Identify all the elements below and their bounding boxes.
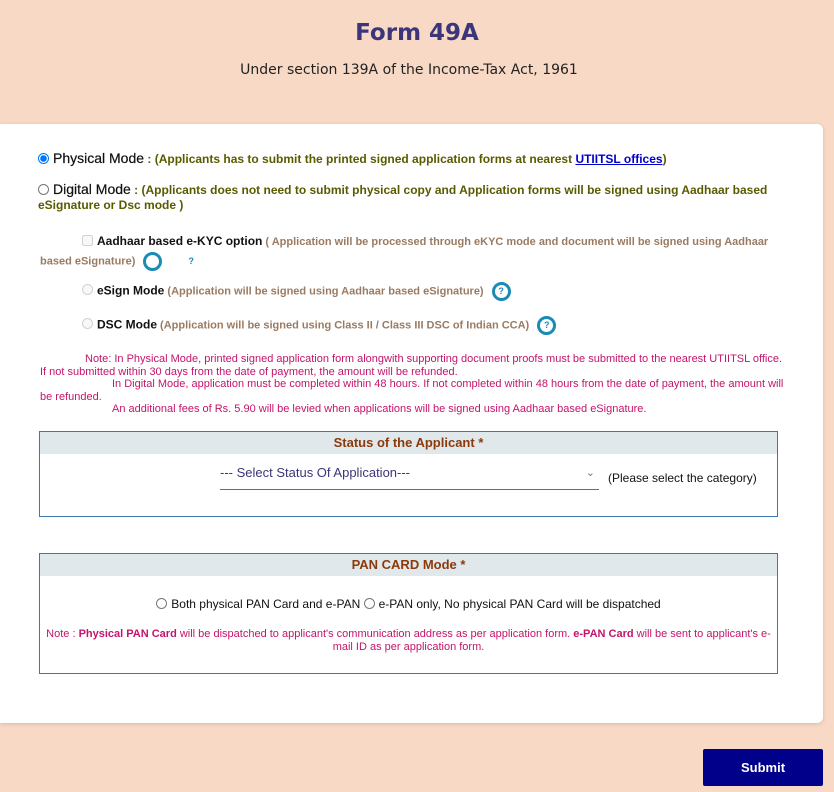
ekyc-checkbox[interactable] bbox=[82, 235, 93, 246]
digital-mode-desc: : (Applicants does not need to submit physical copy and Application forms will be signed using Aadhaar based eSignature or Dsc mode ) bbox=[38, 183, 768, 212]
physical-mode-radio[interactable] bbox=[38, 153, 49, 164]
pan-epan-label: e-PAN only, No physical PAN Card will be dispatched bbox=[378, 597, 661, 611]
chevron-down-icon: ⌄ bbox=[585, 467, 595, 479]
digital-mode-option[interactable] bbox=[38, 182, 798, 213]
pan-both-radio[interactable] bbox=[156, 598, 167, 609]
utiitsl-offices-link[interactable]: UTIITSL offices bbox=[575, 152, 663, 166]
note-fees: An additional fees of Rs. 5.90 will be levied when applications will be signed using Aadhaar based eSignature. bbox=[112, 403, 647, 415]
esign-desc: (Application will be signed using Aadhaar based eSignature) bbox=[164, 285, 484, 298]
digital-mode-radio[interactable] bbox=[38, 184, 49, 195]
note-physical: Note: In Physical Mode, printed signed application form alongwith supporting document proofs must be submitted to the nearest UTIITSL office. If not submitted within 30 days from the date of payment, the amount will be refunded. bbox=[40, 353, 783, 378]
note-prefix: Note : bbox=[46, 628, 79, 640]
status-select[interactable] bbox=[220, 462, 599, 490]
ekyc-label: Aadhaar based e-KYC option bbox=[97, 234, 263, 248]
dsc-option[interactable] bbox=[82, 316, 556, 335]
pan-epan-radio[interactable] bbox=[364, 598, 375, 609]
help-icon[interactable]: ? bbox=[143, 252, 162, 271]
esign-radio[interactable] bbox=[82, 284, 93, 295]
page-title: Form 49A bbox=[355, 20, 479, 46]
status-heading: Status of the Applicant * bbox=[40, 432, 777, 454]
status-select-value: --- Select Status Of Application--- bbox=[220, 465, 411, 480]
ekyc-option[interactable] bbox=[40, 232, 800, 271]
pan-both-label: Both physical PAN Card and e-PAN bbox=[171, 597, 361, 611]
dsc-label: DSC Mode bbox=[97, 317, 157, 332]
note-mid: will be dispatched to applicant's communication address as per application form. bbox=[176, 628, 574, 640]
dsc-desc: (Application will be signed using Class II / Class III DSC of Indian CCA) bbox=[157, 319, 530, 332]
pan-mode-note bbox=[40, 628, 777, 653]
pan-option-epan[interactable] bbox=[364, 597, 661, 611]
pan-mode-heading: PAN CARD Mode * bbox=[40, 554, 777, 576]
physical-mode-option[interactable] bbox=[38, 150, 667, 166]
physical-mode-label: Physical Mode bbox=[53, 150, 145, 166]
note-physical-pan: Physical PAN Card bbox=[78, 628, 177, 640]
pan-mode-options bbox=[40, 597, 777, 611]
status-hint: (Please select the category) bbox=[608, 471, 757, 485]
pan-mode-section bbox=[39, 553, 778, 674]
page-subtitle: Under section 139A of the Income-Tax Act, 1961 bbox=[240, 62, 578, 78]
ekyc-desc: ( Application will be processed through eKYC mode and document will be signed using Aadhaar based eSignature) bbox=[40, 236, 769, 268]
pan-option-both[interactable] bbox=[156, 597, 360, 611]
note-digital: In Digital Mode, application must be completed within 48 hours. If not completed within 48 hours from the date of payment, the amount will be refunded. bbox=[40, 378, 784, 403]
mode-notes bbox=[40, 353, 785, 416]
note-epan: e-PAN Card bbox=[573, 628, 634, 640]
help-icon[interactable]: ? bbox=[537, 316, 556, 335]
note-suffix: will be sent to applicant's e-mail ID as per application form. bbox=[332, 628, 771, 653]
physical-mode-desc-end: ) bbox=[662, 152, 667, 166]
esign-label: eSign Mode bbox=[97, 283, 165, 298]
submit-button[interactable]: Submit bbox=[703, 749, 823, 786]
status-section bbox=[39, 431, 778, 517]
esign-option[interactable] bbox=[82, 282, 511, 301]
dsc-radio[interactable] bbox=[82, 318, 93, 329]
digital-mode-label: Digital Mode bbox=[53, 181, 131, 197]
physical-mode-desc: : (Applicants has to submit the printed signed application forms at nearest bbox=[144, 152, 576, 166]
help-icon[interactable]: ? bbox=[492, 282, 511, 301]
